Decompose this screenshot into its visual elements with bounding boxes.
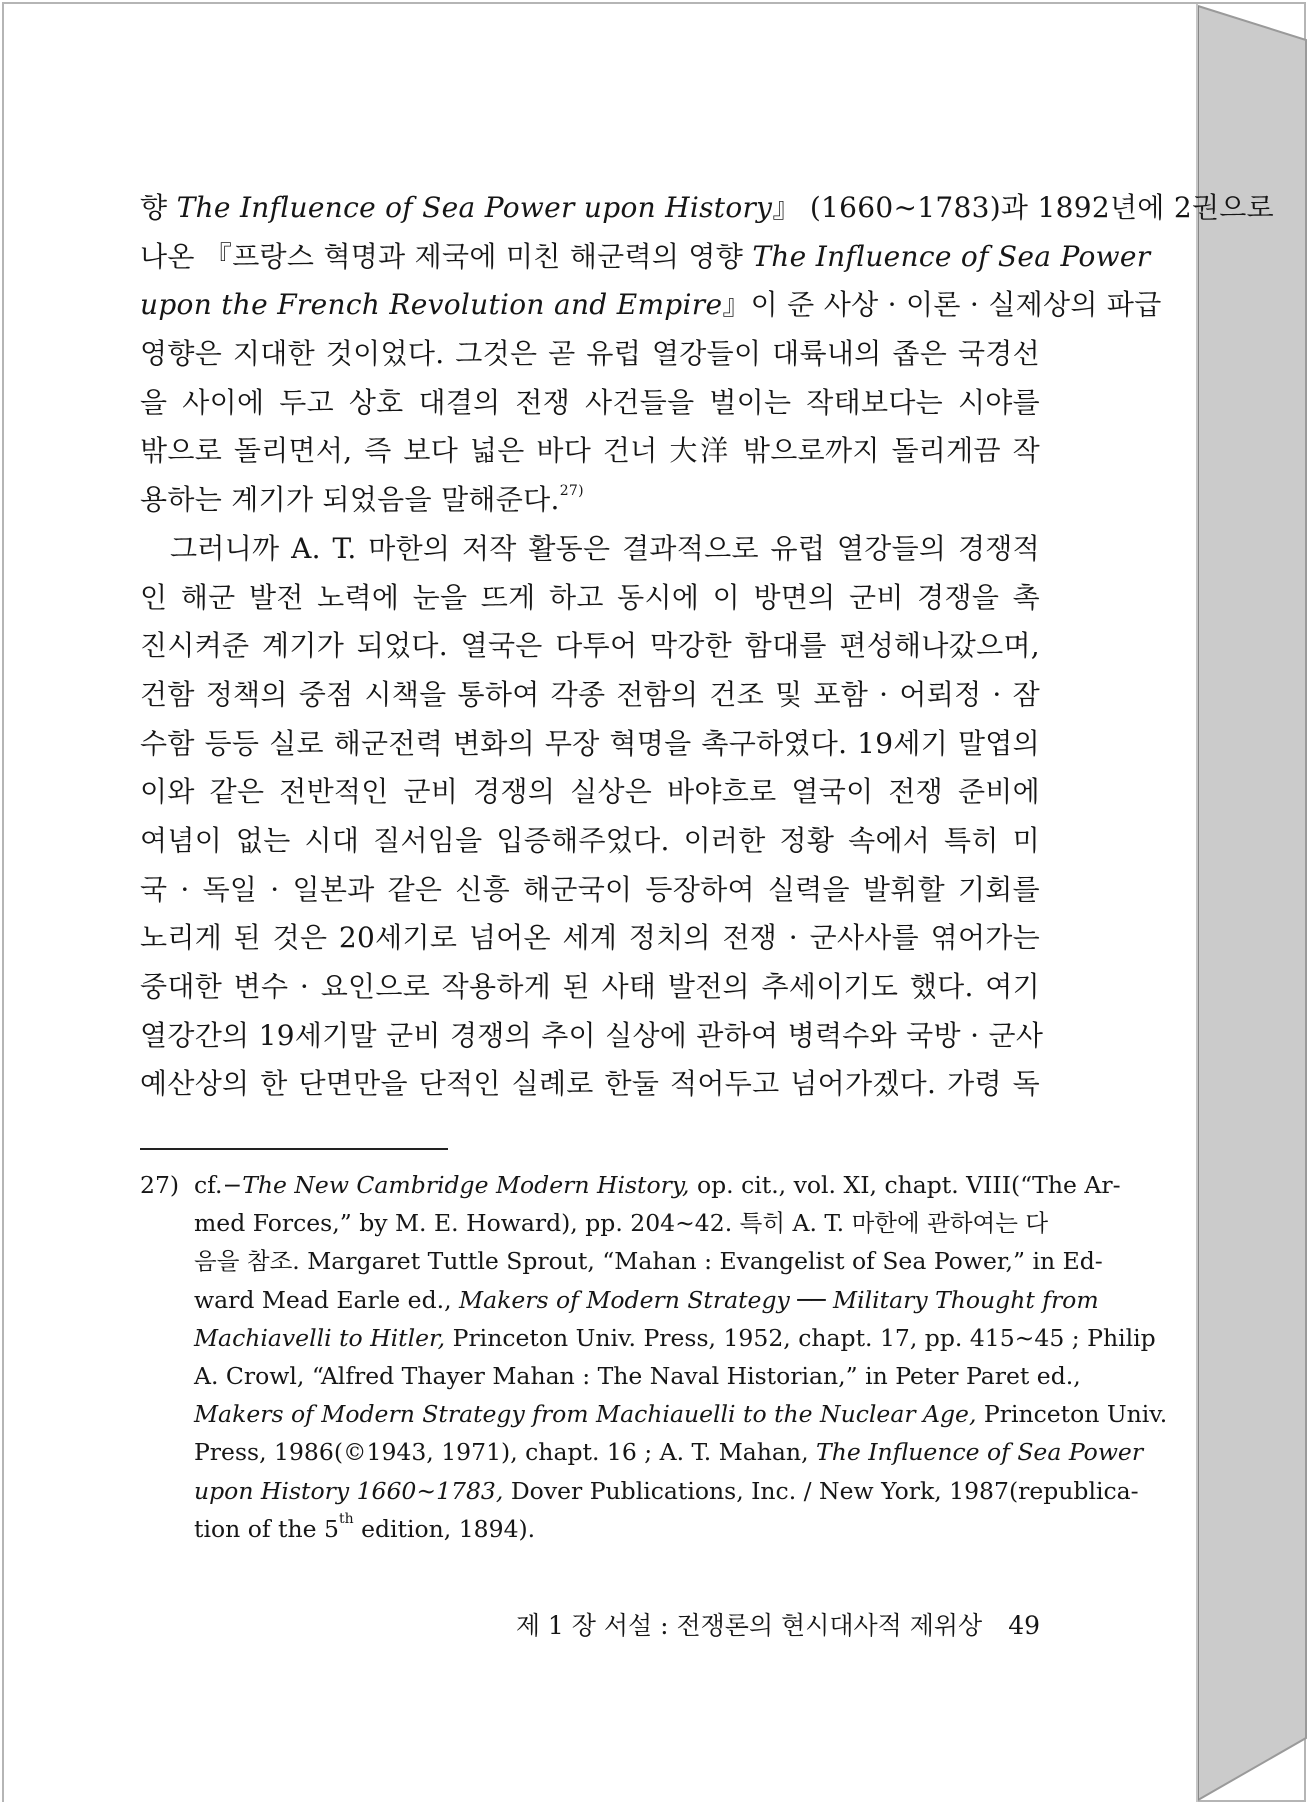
superscript: 27)	[559, 483, 584, 500]
body-text	[140, 184, 1274, 1109]
footnote-line	[194, 1242, 1103, 1280]
text-run: med Forces,” by M. E. Howard), pp. 204∼42. 특히 A. T. 마한에 관하여는 다	[194, 1209, 1049, 1238]
body-line	[140, 1060, 1040, 1109]
text-run: 용하는 계기가 되었음을 말해준다.	[140, 483, 560, 517]
text-run: 노리게 된 것은 20세기로 넘어온 세계 정치의 전쟁 · 군사사를 엮어가는	[140, 921, 1040, 955]
footnote-number: 27)	[140, 1171, 180, 1199]
footnote-line	[194, 1472, 1139, 1510]
text-run: 영향은 지대한 것이었다. 그것은 곧 유럽 열강들이 대륙내의 좁은 국경선	[140, 337, 1040, 371]
text-run: 중대한 변수 · 요인으로 작용하게 된 사태 발전의 추세이기도 했다. 여기	[140, 970, 1040, 1003]
text-run: 예산상의 한 단면만을 단적인 실례로 한둘 적어두고 넘어가겠다. 가령 독	[140, 1067, 1040, 1101]
body-line	[140, 574, 1040, 623]
italic-title: upon the French Revolution and Empire	[140, 288, 723, 322]
text-run: edition, 1894).	[353, 1514, 536, 1543]
text-run: A. Crowl, “Alfred Thayer Mahan : The Naval Historian,” in Peter Paret ed.,	[194, 1361, 1081, 1390]
text-run: 여념이 없는 시대 질서임을 입증해주었다. 이러한 정황 속에서 특히 미	[140, 823, 1040, 857]
text-run: 인 해군 발전 노력에 눈을 뜨게 하고 동시에 이 방면의 군비 경쟁을 촉	[140, 580, 1040, 614]
body-line	[140, 768, 1040, 817]
text-run: 밖으로 돌리면서, 즉 보다 넓은 바다 건너 大洋 밖으로까지 돌리게끔 작	[140, 434, 1040, 468]
text-run: 나온 『프랑스 혁명과 제국에 미친 해군력의 영향	[140, 239, 753, 273]
footnote-line	[194, 1319, 1156, 1357]
text-run: Princeton Univ.	[976, 1400, 1168, 1429]
text-run: 건함 정책의 중점 시책을 통하여 각종 전함의 건조 및 포함 · 어뢰정 · 잠	[140, 677, 1040, 711]
footnote-text	[194, 1166, 1168, 1548]
body-line	[140, 427, 1040, 476]
body-line	[140, 671, 1040, 720]
italic-title: The New Cambridge Modern History,	[242, 1171, 690, 1199]
footnote-line	[194, 1204, 1049, 1242]
body-line	[140, 963, 1040, 1012]
text-run: Dover Publications, Inc. / New York, 1987(republica-	[503, 1476, 1139, 1505]
footnote-line	[194, 1395, 1168, 1433]
italic-title: The Influence of Sea Power	[816, 1438, 1144, 1467]
body-line	[140, 330, 1040, 379]
body-line	[140, 866, 1040, 915]
footnote	[140, 1166, 1168, 1548]
text-run: 향	[140, 191, 177, 224]
footnote-line	[194, 1357, 1081, 1395]
body-line	[140, 914, 1040, 963]
text-run: ward Mead Earle ed.,	[194, 1285, 460, 1314]
body-line	[140, 281, 1162, 330]
body-line	[140, 622, 1040, 671]
footnote-line	[194, 1281, 1099, 1319]
italic-title: Makers of Modern Strategy from Machiauelli to the Nuclear Age,	[194, 1400, 977, 1429]
footnote-rule	[140, 1148, 448, 1150]
body-line	[140, 184, 1274, 233]
italic-title: upon History 1660∼1783,	[194, 1476, 504, 1505]
text-run: Princeton Univ. Press, 1952, chapt. 17, pp. 415∼45 ; Philip	[445, 1323, 1156, 1352]
text-run: 진시켜준 계기가 되었다. 열국은 다투어 막강한 함대를 편성해나갔으며,	[140, 629, 1040, 663]
footnote-line	[194, 1166, 1121, 1204]
text-run: 열강간의 19세기말 군비 경쟁의 추이 실상에 관하여 병력수와 국방 · 군사	[140, 1018, 1044, 1052]
body-line	[140, 379, 1040, 428]
text-run: cf.−	[194, 1171, 243, 1199]
italic-title: The Influence of Sea Power	[752, 239, 1151, 273]
footnote-line	[194, 1433, 1144, 1471]
body-line	[140, 817, 1040, 866]
body-line	[140, 525, 1040, 574]
text-run: 그러니까 A. T. 마한의 저작 활동은 결과적으로 유럽 열강들의 경쟁적	[170, 531, 1040, 565]
text-run: 』 (1660∼1783)과 1892년에 2권으로	[772, 191, 1274, 224]
body-line	[140, 476, 1040, 525]
chapter-title: 제 1 장 서설 : 전쟁론의 현시대사적 제위상	[515, 1611, 983, 1640]
superscript: th	[338, 1510, 354, 1527]
body-line	[140, 233, 1151, 282]
text-run: tion of the 5	[194, 1514, 339, 1543]
italic-title: Makers of Modern Strategy ── Military Thought from	[459, 1285, 1099, 1314]
footnote-line	[194, 1510, 1040, 1548]
body-line	[140, 1012, 1044, 1061]
running-footer	[490, 1606, 1040, 1642]
italic-title: The Influence of Sea Power upon History	[176, 191, 773, 224]
text-run: 』이 준 사상 · 이론 · 실제상의 파급	[722, 288, 1162, 322]
text-run: 이와 같은 전반적인 군비 경쟁의 실상은 바야흐로 열국이 전쟁 준비에	[140, 775, 1040, 809]
text-run: 음을 참조. Margaret Tuttle Sprout, “Mahan : Evangelist of Sea Power,” in Ed-	[194, 1247, 1103, 1276]
text-run: 을 사이에 두고 상호 대결의 전쟁 사건들을 벌이는 작태보다는 시야를	[140, 385, 1040, 419]
page-number: 49	[1008, 1611, 1040, 1640]
text-run: 수함 등등 실로 해군전력 변화의 무장 혁명을 촉구하였다. 19세기 말엽의	[140, 726, 1040, 760]
text-run: 국 · 독일 · 일본과 같은 신흥 해군국이 등장하여 실력을 발휘할 기회를	[140, 872, 1040, 906]
body-line	[140, 720, 1040, 769]
text-run: op. cit., vol. XI, chapt. VIII(“The Ar-	[689, 1171, 1121, 1199]
text-run: Press, 1986(©1943, 1971), chapt. 16 ; A. T. Mahan,	[194, 1438, 817, 1467]
italic-title: Machiavelli to Hitler,	[194, 1323, 446, 1352]
